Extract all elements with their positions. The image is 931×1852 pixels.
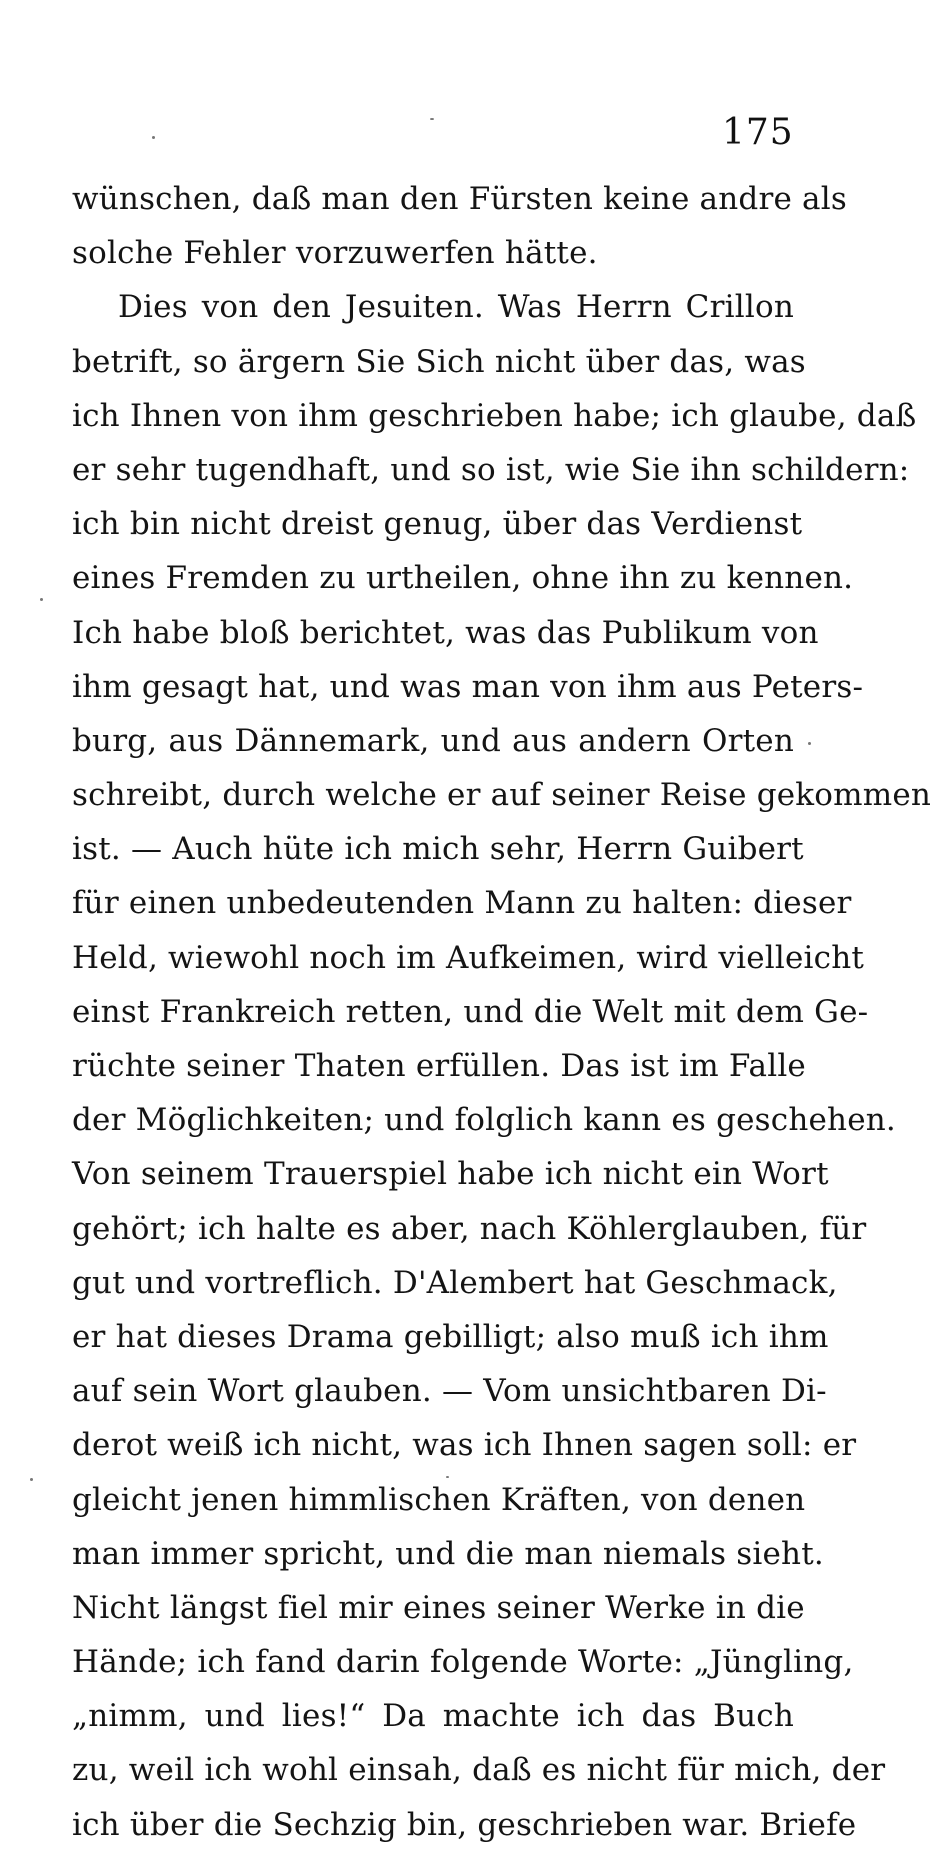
text-line: Ich habe bloß berichtet, was das Publikum von bbox=[72, 614, 819, 651]
text-line: man immer spricht, und die man niemals sieht. bbox=[72, 1535, 824, 1572]
scan-speck bbox=[808, 742, 811, 745]
text-line: ich über die Sechzig bin, geschrieben war. Briefe bbox=[72, 1806, 857, 1843]
text-line: ich bin nicht dreist genug, über das Verdienst bbox=[72, 506, 803, 543]
scan-speck bbox=[152, 136, 155, 139]
text-line: der Möglichkeiten; und folglich kann es geschehen. bbox=[72, 1102, 896, 1139]
text-line: er hat dieses Drama gebilligt; also muß ich ihm bbox=[72, 1318, 829, 1355]
text-line: gehört; ich halte es aber, nach Köhlerglauben, für bbox=[72, 1210, 867, 1247]
text-line: ist. — Auch hüte ich mich sehr, Herrn Guibert bbox=[72, 831, 804, 868]
text-line: solche Fehler vorzuwerfen hätte. bbox=[72, 235, 598, 272]
text-line: derot weiß ich nicht, was ich Ihnen sagen soll: er bbox=[72, 1427, 857, 1464]
text-line: einst Frankreich retten, und die Welt mit dem Ge- bbox=[72, 993, 869, 1030]
text-line: „nimm, und lies!“ Da machte ich das Buch bbox=[72, 1698, 794, 1735]
text-line: für einen unbedeutenden Mann zu halten: dieser bbox=[72, 885, 852, 922]
scan-speck bbox=[30, 1478, 33, 1481]
text-line: gleicht jenen himmlischen Kräften, von denen bbox=[72, 1481, 806, 1518]
text-line: er sehr tugendhaft, und so ist, wie Sie ihn schildern: bbox=[72, 451, 910, 488]
text-line: Von seinem Trauerspiel habe ich nicht ein Wort bbox=[72, 1156, 829, 1193]
text-line: burg, aus Dännemark, und aus andern Orten bbox=[72, 722, 794, 759]
scan-speck bbox=[40, 598, 43, 601]
text-line: Hände; ich fand darin folgende Worte: „Jüngling, bbox=[72, 1644, 854, 1681]
text-line: Nicht längst fiel mir eines seiner Werke in die bbox=[72, 1589, 805, 1626]
body-text bbox=[72, 172, 931, 1852]
text-line: Held, wiewohl noch im Aufkeimen, wird vielleicht bbox=[72, 939, 865, 976]
text-line: auf sein Wort glauben. — Vom unsichtbaren Di- bbox=[72, 1373, 827, 1410]
text-line: wünschen, daß man den Fürsten keine andre als bbox=[72, 181, 847, 217]
text-line: ihm gesagt hat, und was man von ihm aus Peters- bbox=[72, 668, 864, 705]
text-line: rüchte seiner Thaten erfüllen. Das ist im Falle bbox=[72, 1048, 806, 1084]
text-line: schreibt, durch welche er auf seiner Reise gekommen bbox=[72, 777, 931, 814]
text-line: gut und vortreflich. D'Alembert hat Geschmack, bbox=[72, 1264, 838, 1301]
text-line: ich Ihnen von ihm geschrieben habe; ich glaube, daß bbox=[72, 397, 917, 434]
text-line: Dies von den Jesuiten. Was Herrn Crillon bbox=[118, 289, 794, 326]
scan-speck bbox=[446, 1476, 449, 1478]
text-line: zu, weil ich wohl einsah, daß es nicht für mich, der bbox=[72, 1752, 886, 1789]
text-line: eines Fremden zu urtheilen, ohne ihn zu kennen. bbox=[72, 560, 854, 597]
text-line: betrift, so ärgern Sie Sich nicht über das, was bbox=[72, 343, 806, 380]
scan-speck bbox=[430, 118, 434, 120]
page-number: 175 bbox=[722, 112, 794, 153]
